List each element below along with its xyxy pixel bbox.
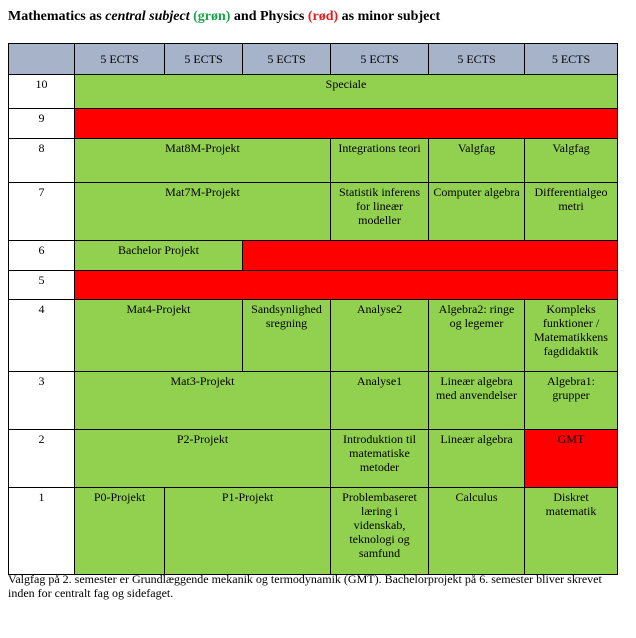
course-kompleks-funktioner: Kompleks funktioner / Matematikkens fagdidaktik bbox=[525, 300, 618, 372]
title-central-subject: central subject bbox=[105, 9, 190, 24]
page-title bbox=[8, 9, 440, 25]
course-gmt: GMT bbox=[525, 430, 618, 488]
course-diskret-matematik: Diskret matematik bbox=[525, 488, 618, 575]
header-ects-5: 5 ECTS bbox=[429, 44, 525, 75]
semester-number: 9 bbox=[9, 109, 75, 139]
semester-number: 5 bbox=[9, 271, 75, 300]
course-statistik: Statistik inferens for lineær modeller bbox=[331, 183, 429, 241]
course-mat8m-projekt: Mat8M-Projekt bbox=[75, 139, 331, 183]
semester-number: 2 bbox=[9, 430, 75, 488]
course-lineaer-algebra: Lineær algebra bbox=[429, 430, 525, 488]
semester-row-1 bbox=[9, 488, 618, 575]
course-valgfag: Valgfag bbox=[525, 139, 618, 183]
semester-number: 4 bbox=[9, 300, 75, 372]
course-computer-algebra: Computer algebra bbox=[429, 183, 525, 241]
course-bachelor-projekt: Bachelor Projekt bbox=[75, 241, 243, 271]
course-algebra1: Algebra1: grupper bbox=[525, 372, 618, 430]
semester-row-2 bbox=[9, 430, 618, 488]
title-part1: Mathematics as bbox=[8, 9, 106, 24]
semester-row-3 bbox=[9, 372, 618, 430]
course-p0-projekt: P0-Projekt bbox=[75, 488, 165, 575]
course-valgfag: Valgfag bbox=[429, 139, 525, 183]
header-row bbox=[9, 44, 618, 75]
course-analyse1: Analyse1 bbox=[331, 372, 429, 430]
course-mat4-projekt: Mat4-Projekt bbox=[75, 300, 243, 372]
title-part2: and Physics bbox=[230, 9, 308, 24]
course-p1-projekt: P1-Projekt bbox=[165, 488, 331, 575]
semester-row-7 bbox=[9, 183, 618, 241]
header-ects-1: 5 ECTS bbox=[75, 44, 165, 75]
semester-number: 1 bbox=[9, 488, 75, 575]
header-ects-2: 5 ECTS bbox=[165, 44, 243, 75]
course-integrationsteori: Integrations teori bbox=[331, 139, 429, 183]
course-mat3-projekt: Mat3-Projekt bbox=[75, 372, 331, 430]
footnote: Valgfag på 2. semester er Grundlæggende mekanik og termodynamik (GMT). Bachelorprojekt på 6. semester bliver skrevet inden for centralt fag og sidefaget. bbox=[8, 572, 602, 600]
semester-number: 6 bbox=[9, 241, 75, 271]
course-sandsynlighedsregning: Sandsynlighed sregning bbox=[243, 300, 331, 372]
physics-block bbox=[243, 241, 618, 271]
header-corner bbox=[9, 44, 75, 75]
header-ects-4: 5 ECTS bbox=[331, 44, 429, 75]
physics-block bbox=[75, 109, 618, 139]
semester-row-6 bbox=[9, 241, 618, 271]
title-part3: as minor subject bbox=[338, 9, 441, 24]
physics-block bbox=[75, 271, 618, 300]
title-red-word: (rød) bbox=[307, 9, 339, 24]
course-differentialgeometri: Differentialgeo metri bbox=[525, 183, 618, 241]
semester-row-4 bbox=[9, 300, 618, 372]
course-lineaer-algebra-anvendelser: Lineær algebra med anvendelser bbox=[429, 372, 525, 430]
semester-number: 10 bbox=[9, 75, 75, 109]
course-speciale: Speciale bbox=[75, 75, 618, 109]
header-ects-3: 5 ECTS bbox=[243, 44, 331, 75]
course-problembaseret-laering: Problembaseret læring i videnskab, teknologi og samfund bbox=[331, 488, 429, 575]
course-calculus: Calculus bbox=[429, 488, 525, 575]
course-mat7m-projekt: Mat7M-Projekt bbox=[75, 183, 331, 241]
semester-row-8 bbox=[9, 139, 618, 183]
semester-row-9 bbox=[9, 109, 618, 139]
course-introduktion-matematiske-metoder: Introduktion til matematiske metoder bbox=[331, 430, 429, 488]
course-p2-projekt: P2-Projekt bbox=[75, 430, 331, 488]
semester-number: 3 bbox=[9, 372, 75, 430]
title-green-word: (grøn) bbox=[193, 9, 231, 24]
course-algebra2: Algebra2: ringe og legemer bbox=[429, 300, 525, 372]
semester-number: 7 bbox=[9, 183, 75, 241]
semester-number: 8 bbox=[9, 139, 75, 183]
study-plan-table bbox=[8, 43, 618, 575]
semester-row-10 bbox=[9, 75, 618, 109]
header-ects-6: 5 ECTS bbox=[525, 44, 618, 75]
semester-row-5 bbox=[9, 271, 618, 300]
course-analyse2: Analyse2 bbox=[331, 300, 429, 372]
